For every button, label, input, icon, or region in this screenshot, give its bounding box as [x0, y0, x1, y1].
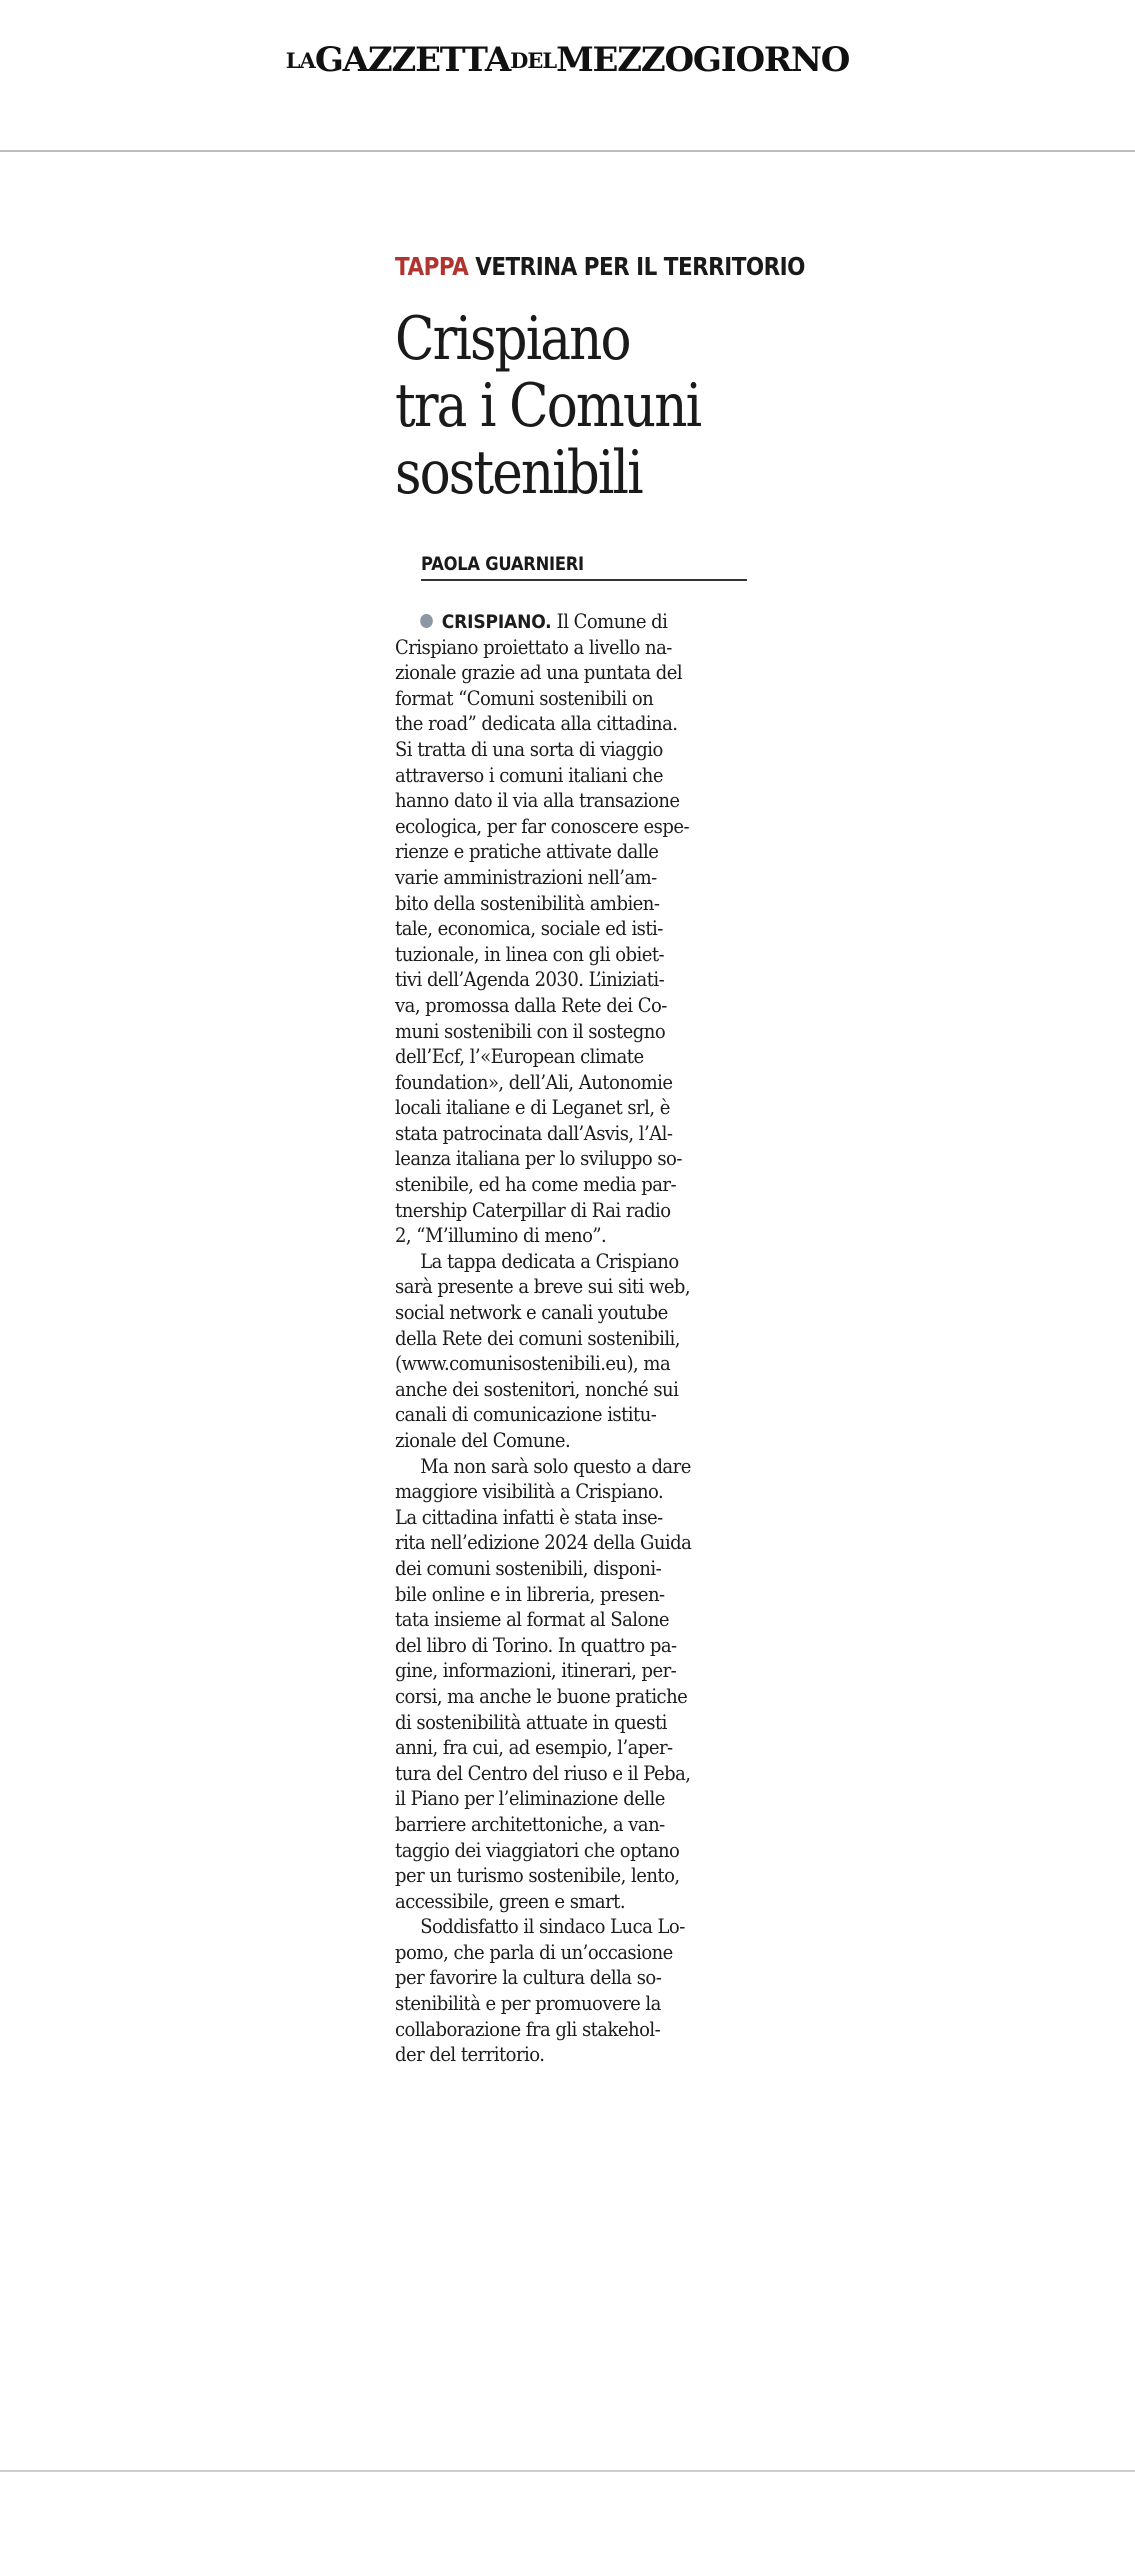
masthead — [0, 0, 1135, 152]
dateline: CRISPIANO. — [441, 611, 552, 633]
body-line: collaborazione fra gli stakehol- — [395, 2016, 661, 2041]
kicker-text: VETRINA PER IL TERRITORIO — [468, 252, 805, 281]
headline-line: sostenibili — [395, 438, 642, 508]
body-line: bile online e in libreria, presen- — [395, 1581, 665, 1606]
body-line: anni, fra cui, ad esempio, l’aper- — [395, 1735, 673, 1760]
body-line: per favorire la cultura della so- — [395, 1965, 662, 1990]
kicker-label: TAPPA — [395, 252, 469, 281]
body-line: muni sostenibili con il sostegno — [395, 1018, 666, 1043]
body-line: della Rete dei comuni sostenibili, — [395, 1325, 680, 1350]
body-line: gine, informazioni, itinerari, per- — [395, 1658, 677, 1683]
body-line: tata insieme al format al Salone — [395, 1607, 669, 1632]
body-line: Soddisfatto il sindaco Luca Lo- — [420, 1914, 685, 1939]
body-line: Ma non sarà solo questo a dare — [420, 1453, 691, 1478]
body-line: (www.comunisostenibili.eu), ma — [395, 1351, 671, 1376]
bottom-divider — [0, 2470, 1135, 2472]
body-line: sarà presente a breve sui siti web, — [395, 1274, 691, 1299]
body-line: La cittadina infatti è stata inse- — [395, 1504, 663, 1529]
body-line: tnership Caterpillar di Rai radio — [395, 1197, 671, 1222]
body-line: La tappa dedicata a Crispiano — [420, 1248, 679, 1273]
body-line: dell’Ecf, l’«European climate — [395, 1044, 644, 1069]
body-line: taggio dei viaggiatori che optano — [395, 1837, 680, 1862]
body-line: foundation», dell’Ali, Autonomie — [395, 1069, 673, 1094]
body-line: locali italiane e di Leganet srl, è — [395, 1095, 670, 1120]
body-line: va, promossa dalla Rete dei Co- — [395, 992, 667, 1017]
body-line: tale, economica, sociale ed isti- — [395, 916, 663, 941]
article — [395, 250, 805, 2068]
body-line: attraverso i comuni italiani che — [395, 762, 663, 787]
headline — [395, 306, 701, 507]
body-line: stenibile, ed ha come media par- — [395, 1172, 677, 1197]
body-line: il Piano per l’eliminazione delle — [395, 1786, 665, 1811]
body-line: dei comuni sostenibili, disponi- — [395, 1555, 662, 1580]
newspaper-logo: LAGAZZETTADELMEZZOGIORNO — [285, 40, 850, 80]
author-name: PAOLA GUARNIERI — [421, 553, 584, 575]
body-line: Crispiano proiettato a livello na- — [395, 634, 672, 659]
body-line: tuzionale, in linea con gli obiet- — [395, 941, 665, 966]
body-line: the road” dedicata alla cittadina. — [395, 711, 678, 736]
body-line: varie amministrazioni nell’am- — [395, 864, 657, 889]
body-line: tivi dell’Agenda 2030. L’iniziati- — [395, 967, 665, 992]
headline-line: Crispiano — [395, 304, 630, 374]
body-line: CRISPIANO. Il Comune di — [395, 609, 715, 635]
body-line: accessibile, green e smart. — [395, 1888, 626, 1913]
body-line: di sostenibilità attuate in questi — [395, 1709, 667, 1734]
body-line: stenibilità e per promuovere la — [395, 1991, 661, 2016]
body-line: canali di comunicazione istitu- — [395, 1402, 657, 1427]
body-line: stata patrocinata dall’Asvis, l’Al- — [395, 1120, 673, 1145]
body-line: pomo, che parla di un’occasione — [395, 1939, 673, 1964]
body-line: barriere architettoniche, a van- — [395, 1811, 665, 1836]
body-line: maggiore visibilità a Crispiano. — [395, 1479, 664, 1504]
body-line: social network e canali youtube — [395, 1300, 668, 1325]
body-line: hanno dato il via alla transazione — [395, 788, 680, 813]
body-line: tura del Centro del riuso e il Peba, — [395, 1760, 691, 1785]
body-line: leanza italiana per lo sviluppo so- — [395, 1146, 682, 1171]
body-line: 2, “M’illumino di meno”. — [395, 1223, 607, 1248]
body-line: Si tratta di una sorta di viaggio — [395, 736, 663, 761]
byline — [421, 553, 747, 581]
kicker — [395, 250, 805, 284]
body-line: bito della sostenibilità ambien- — [395, 890, 660, 915]
body-line: ecologica, per far conoscere espe- — [395, 813, 690, 838]
body-line: rienze e pratiche attivate dalle — [395, 839, 659, 864]
body-line: der del territorio. — [395, 2042, 545, 2067]
body-line: zionale grazie ad una puntata del — [395, 660, 683, 685]
body-line: del libro di Torino. In quattro pa- — [395, 1632, 677, 1657]
body-line: per un turismo sostenibile, lento, — [395, 1863, 680, 1888]
bullet-icon — [420, 614, 433, 628]
body-line: anche dei sostenitori, nonché sui — [395, 1376, 679, 1401]
body-line: format “Comuni sostenibili on — [395, 685, 654, 710]
article-body — [395, 609, 751, 2068]
headline-line: tra i Comuni — [395, 371, 701, 441]
body-line: zionale del Comune. — [395, 1428, 571, 1452]
body-line: rita nell’edizione 2024 della Guida — [395, 1530, 692, 1555]
body-line: corsi, ma anche le buone pratiche — [395, 1683, 688, 1708]
